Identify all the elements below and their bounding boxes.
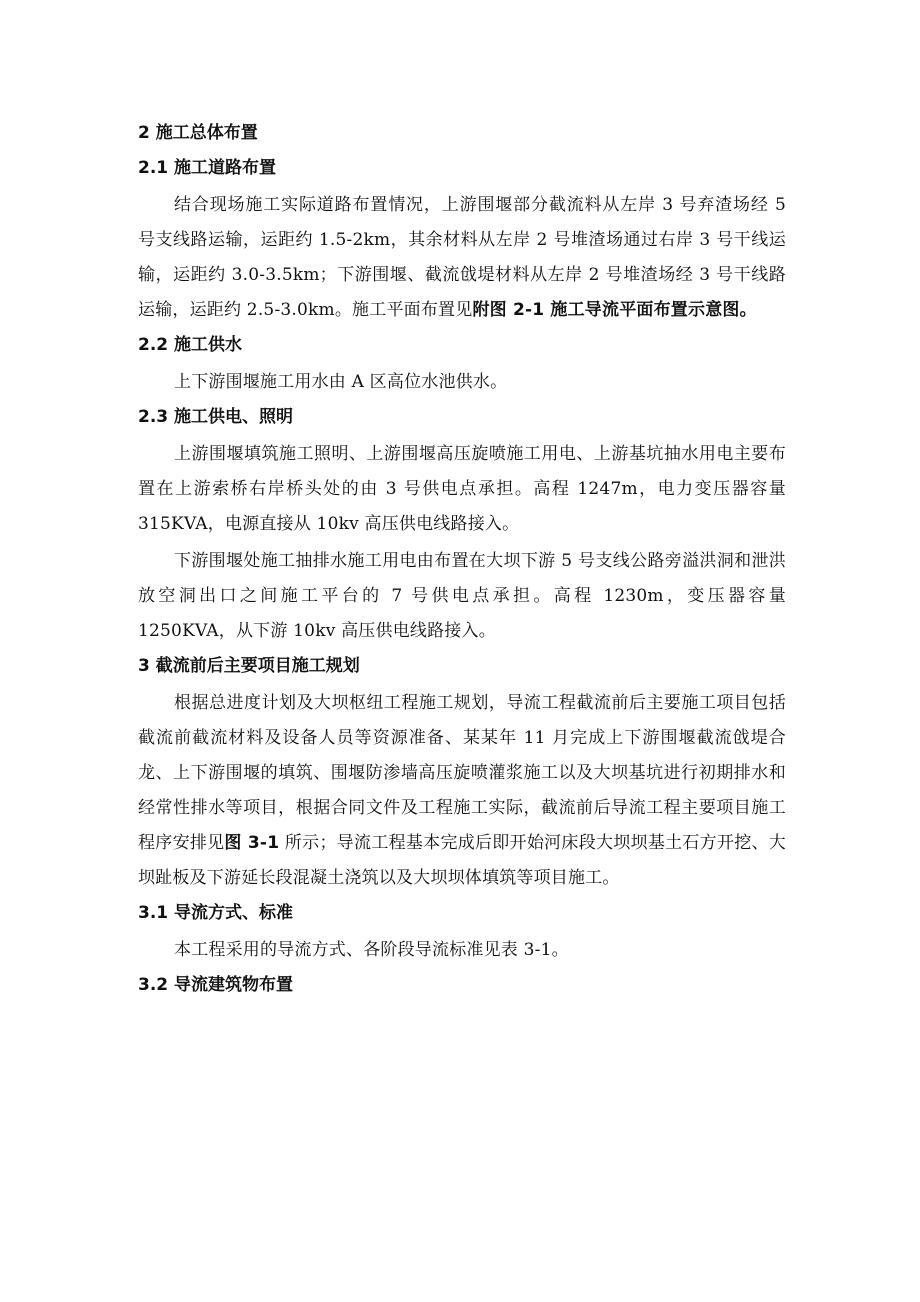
figure-reference: 图 3-1 [224,833,280,853]
section-2-3-paragraph-2: 下游围堰处施工抽排水施工用电由布置在大坝下游 5 号支线公路旁溢洪洞和泄洪放空洞出口之间施工平台的 7 号供电点承担。高程 1230m，变压器容量 1250KVA，从下游 10kv 高压供电线路接入。 [138,551,786,641]
document-page [138,118,786,1005]
section-2-1-heading: 2.1 施工道路布置 [138,158,277,178]
section-3-2-heading: 3.2 导流建筑物布置 [138,975,294,995]
section-2-3-paragraph-1: 上游围堰填筑施工照明、上游围堰高压旋喷施工用电、上游基坑抽水用电主要布置在上游索桥右岸桥头处的由 3 号供电点承担。高程 1247m，电力变压器容量 315KVA，电源直接从 10kv 高压供电线路接入。 [138,444,786,534]
section-2-heading: 2 施工总体布置 [138,123,258,143]
section-2-1-paragraph [138,188,786,328]
section-3-heading: 3 截流前后主要项目施工规划 [138,656,360,676]
section-3-1-paragraph: 本工程采用的导流方式、各阶段导流标准见表 3-1。 [174,940,569,960]
paragraph-tail: 所示；导流工程基本完成后即开始河床段大坝坝基土石方开挖、大坝趾板及下游延长段混凝土浇筑以及大坝坝体填筑等项目施工。 [138,833,787,888]
section-2-3-heading: 2.3 施工供电、照明 [138,407,294,427]
figure-reference: 附图 2-1 施工导流平面布置示意图。 [472,300,757,320]
paragraph-text: 结合现场施工实际道路布置情况，上游围堰部分截流料从左岸 3 号弃渣场经 5 号支线路运输，运距约 1.5-2km，其余材料从左岸 2 号堆渣场通过右岸 3 号干线运输，运距约 3.0-3.5km；下游围堰、截流戗堤材料从左岸 2 号堆渣场经 3 号干线路运输，运距约 2.5-3.0km。施工平面布置见 [138,195,786,320]
section-2-2-heading: 2.2 施工供水 [138,335,243,355]
section-3-paragraph [138,686,786,896]
paragraph-text: 根据总进度计划及大坝枢纽工程施工规划，导流工程截流前后主要施工项目包括截流前截流材料及设备人员等资源准备、某某年 11 月完成上下游围堰截流戗堤合龙、上下游围堰的填筑、围堰防渗墙高压旋喷灌浆施工以及大坝基坑进行初期排水和经常性排水等项目，根据合同文件及工程施工实际，截流前后导流工程主要项目施工程序安排见 [138,693,786,853]
section-3-1-heading: 3.1 导流方式、标准 [138,903,294,923]
section-2-2-paragraph: 上下游围堰施工用水由 A 区高位水池供水。 [174,372,508,392]
